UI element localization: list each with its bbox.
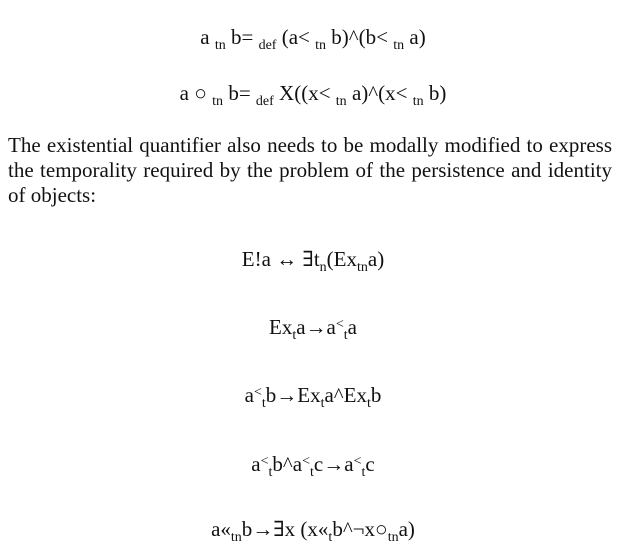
def1-def-label: def — [258, 38, 277, 53]
f3-sub-1: t — [261, 396, 266, 411]
f2-sub-1: t — [292, 328, 297, 343]
def1-lhs-left: a — [200, 25, 210, 49]
f3-part-3: a^Ex — [324, 383, 367, 407]
formula-proper-part — [0, 516, 626, 545]
formula-reflexivity — [0, 314, 626, 343]
f3-part-1: a — [244, 383, 254, 407]
formula-transitivity — [0, 451, 626, 480]
def2-lhs-sub: tn — [212, 94, 224, 109]
f4-sub-3: t — [361, 465, 366, 480]
f1-sub-2: tn — [356, 260, 368, 275]
def1-rhs-2: b)^(b< — [331, 25, 388, 49]
f4-part-4: c — [365, 452, 375, 476]
def1-rhs-sub-1: tn — [315, 38, 327, 53]
f5-sub-1: tn — [230, 530, 242, 545]
f1-part-2: (Ex — [326, 247, 357, 271]
def2-rhs-1: X((x< — [279, 81, 331, 105]
f2-part-2: a→a — [296, 315, 336, 339]
f4-sub-1: t — [268, 465, 273, 480]
definition-overlap — [0, 80, 626, 109]
f5-part-1: a« — [211, 517, 231, 541]
f4-part-3: c→a — [313, 452, 354, 476]
f5-part-3: b^¬x○ — [332, 517, 388, 541]
f3-part-4: b — [370, 383, 382, 407]
f5-part-2: b→∃x (x« — [241, 517, 329, 541]
def2-rhs-sub-1: tn — [335, 94, 347, 109]
f5-part-4: a) — [398, 517, 415, 541]
def1-rhs-sub-2: tn — [393, 38, 405, 53]
f3-sub-3: t — [366, 396, 371, 411]
def2-rhs-sub-2: tn — [412, 94, 424, 109]
def1-lhs-right: b= — [231, 25, 254, 49]
f5-sub-3: tn — [387, 530, 399, 545]
f1-part-1: E!a ↔ ∃t — [241, 247, 320, 271]
def1-rhs-3: a) — [409, 25, 426, 49]
def2-rhs-3: b) — [428, 81, 447, 105]
def1-rhs-1: (a< — [281, 25, 310, 49]
f4-sup-1: < — [260, 454, 269, 469]
f2-sub-2: t — [343, 328, 348, 343]
formula-existence — [0, 246, 626, 275]
formula-existence-condition — [0, 382, 626, 411]
def2-def-label: def — [255, 94, 274, 109]
def1-lhs-sub: tn — [214, 38, 226, 53]
f3-sub-2: t — [320, 396, 325, 411]
def2-lhs-left: a ○ — [179, 81, 207, 105]
f4-sub-2: t — [310, 465, 314, 480]
f1-part-3: a) — [367, 247, 385, 271]
body-paragraph: The existential quantifier also needs to be modally modified to express the temporality required by the problem of the persistence and identity of objects: — [8, 133, 612, 207]
f3-sup-1: < — [253, 385, 262, 400]
f3-part-2: b→Ex — [265, 383, 321, 407]
f4-sup-3: < — [353, 454, 362, 469]
f4-part-2: b^a — [272, 452, 303, 476]
def2-lhs-right: b= — [228, 81, 251, 105]
f5-sub-2: t — [328, 530, 333, 545]
f2-part-3: a — [347, 315, 357, 339]
def2-rhs-2: a)^(x< — [351, 81, 408, 105]
f4-sup-2: < — [302, 454, 311, 469]
f4-part-1: a — [251, 452, 261, 476]
f1-sub-1: n — [319, 260, 327, 275]
f2-sup-2: < — [335, 317, 344, 332]
definition-tn — [0, 24, 626, 53]
f2-part-1: Ex — [269, 315, 293, 339]
